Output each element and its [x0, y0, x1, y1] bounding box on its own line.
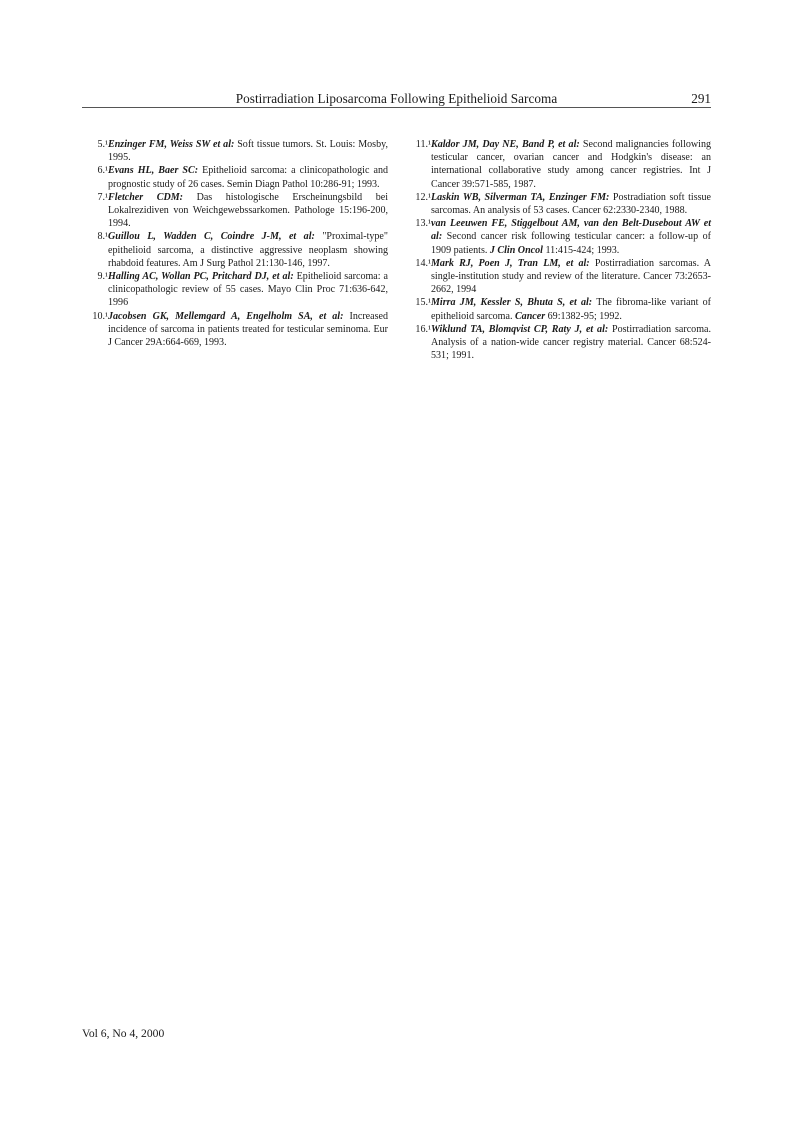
running-title: Postirradiation Liposarcoma Following Epithelioid Sarcoma: [235, 91, 558, 106]
reference-column-right: [405, 138, 711, 362]
reference-number: 10.¹: [92, 310, 108, 322]
reference-entry: [82, 191, 388, 231]
reference-authors: Wiklund TA, Blomqvist CP, Raty J, et al:: [431, 323, 609, 335]
reference-entry: [405, 191, 711, 217]
reference-text: Postirradiation sarcoma. Analysis of a nation-wide cancer registry material. Cancer 68:524-531; 1991.: [431, 323, 711, 362]
reference-authors: Fletcher CDM:: [108, 191, 183, 203]
reference-text: Soft tissue tumors. St. Louis: Mosby, 1995.: [108, 139, 388, 164]
reference-authors: Enzinger FM, Weiss SW et al:: [108, 139, 235, 150]
page-header: [82, 88, 711, 108]
reference-number: 11.¹: [415, 139, 431, 150]
page-number: 291: [691, 91, 711, 106]
reference-number: 15.¹: [415, 297, 431, 309]
header-rule: [82, 107, 711, 108]
reference-text: Epithelioid sarcoma: a clinicopathologic and prognostic study of 26 cases. Semin Diagn Pathol 10:286-91; 1993.: [108, 165, 388, 190]
reference-authors: Evans HL, Baer SC:: [108, 165, 199, 177]
reference-number: 14.¹: [415, 257, 431, 269]
reference-authors: Laskin WB, Silverman TA, Enzinger FM:: [431, 191, 610, 203]
reference-authors: Guillou L, Wadden C, Coindre J-M, et al:: [108, 231, 315, 243]
reference-text: Postirradiation sarcomas. A single-institution study and review of the literature. Cancer 73:2653-2662, 1994: [431, 257, 711, 296]
reference-text: Das histologische Erscheinungsbild bei Lokalrezidiven von Weichgewebssarkomen. Pathologe 15:196-200, 1994.: [108, 191, 388, 230]
reference-number: 12.¹: [415, 191, 431, 203]
reference-text: Increased incidence of sarcoma in patients treated for testicular seminoma. Eur J Cancer 29A:664-669, 1993.: [108, 310, 388, 349]
reference-text: Postradiation soft tissue sarcomas. An analysis of 53 cases. Cancer 62:2330-2340, 1988.: [431, 191, 712, 217]
reference-text: The fibroma-like variant of epithelioid sarcoma.: [431, 297, 712, 322]
reference-entry: [82, 138, 388, 164]
reference-column-left: [82, 138, 388, 349]
reference-number: 16.¹: [415, 323, 431, 335]
reference-entry: [82, 164, 388, 190]
reference-entry: [82, 310, 388, 350]
reference-authors: Mark RJ, Poen J, Tran LM, et al:: [431, 257, 590, 269]
reference-authors: Jacobsen GK, Mellemgard A, Engelholm SA, et al:: [108, 310, 344, 322]
reference-entry: [405, 296, 711, 322]
reference-authors: Kaldor JM, Day NE, Band P, et al:: [431, 139, 580, 150]
reference-entry: [82, 230, 388, 270]
reference-entry: [405, 257, 711, 297]
issue-footer: Vol 6, No 4, 2000: [82, 1027, 165, 1040]
reference-number: 9.¹: [97, 271, 108, 283]
reference-number: 7.¹: [97, 191, 108, 203]
reference-authors: van Leeuwen FE, Stiggelbout AM, van den Belt-Dusebout AW et al:: [431, 218, 711, 243]
reference-text: "Proximal-type" epithelioid sarcoma, a distinctive aggressive neoplasm showing rhabdoid features. Am J Surg Pathol 21:130-146, 1997.: [108, 231, 388, 269]
reference-authors: Mirra JM, Kessler S, Bhuta S, et al:: [431, 297, 593, 309]
reference-number: 8.¹: [97, 231, 108, 243]
reference-entry: [405, 217, 711, 257]
reference-authors: Halling AC, Wollan PC, Pritchard DJ, et al:: [108, 271, 294, 283]
reference-text: Second cancer risk following testicular cancer: a follow-up of 1909 patients.: [431, 231, 711, 256]
reference-text: Second malignancies following testicular cancer, ovarian cancer and Hodgkin's disease: an international collaborative study among cancer registries. Int J Cancer 39:571-585, 1987.: [431, 139, 711, 190]
reference-tail: 11:415-424; 1993.: [542, 244, 620, 256]
reference-journal: Cancer: [514, 310, 546, 322]
reference-entry: [405, 323, 711, 363]
reference-journal: J Clin Oncol: [489, 244, 543, 256]
reference-tail: 69:1382-95; 1992.: [545, 310, 622, 322]
reference-number: 13.¹: [415, 218, 431, 230]
reference-entry: [82, 270, 388, 310]
reference-text: Epithelioid sarcoma: a clinicopathologic review of 55 cases. Mayo Clin Proc 71:636-642, 1996: [108, 271, 388, 309]
reference-entry: [405, 138, 711, 191]
reference-number: 6.¹: [97, 165, 108, 177]
reference-number: 5.¹: [97, 139, 108, 150]
